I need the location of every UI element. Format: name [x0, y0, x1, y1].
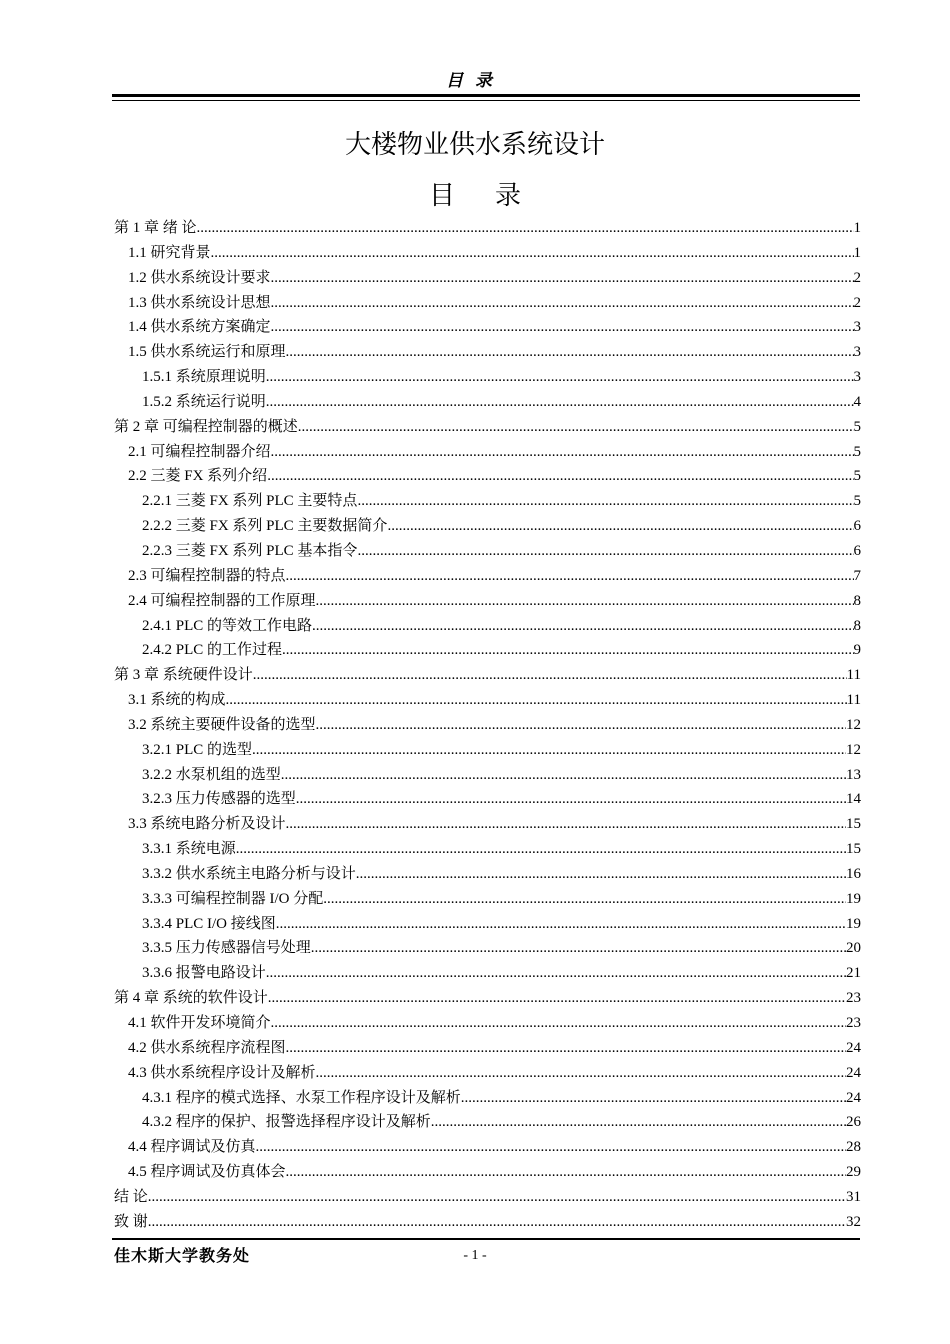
toc-entry-page: 7: [853, 567, 861, 584]
toc-entry[interactable]: [114, 1086, 861, 1111]
toc-dot-leader: [266, 365, 854, 390]
toc-entry-label: 3.3 系统电路分析及设计: [128, 816, 286, 833]
toc-entry-page: 20: [846, 940, 861, 957]
toc-entry[interactable]: [114, 1210, 861, 1235]
toc-entry-label: 3.2.2 水泵机组的选型: [142, 766, 281, 783]
toc-dot-leader: [268, 986, 846, 1011]
toc-entry-page: 14: [846, 791, 861, 808]
toc-entry[interactable]: [114, 365, 861, 390]
toc-entry-label: 3.2.1 PLC 的选型: [142, 741, 253, 758]
toc-dot-leader: [387, 514, 853, 539]
toc-dot-leader: [271, 266, 854, 291]
toc-dot-leader: [316, 713, 846, 738]
toc-dot-leader: [148, 1185, 846, 1210]
toc-entry-label: 2.4.1 PLC 的等效工作电路: [142, 617, 313, 634]
toc-entry-label: 4.4 程序调试及仿真: [128, 1139, 256, 1156]
toc-entry[interactable]: [114, 713, 861, 738]
toc-dot-leader: [148, 1210, 846, 1235]
toc-entry[interactable]: [114, 1110, 861, 1135]
toc-dot-leader: [282, 638, 853, 663]
toc-entry-page: 5: [853, 468, 861, 485]
toc-entry-label: 4.3 供水系统程序设计及解析: [128, 1064, 316, 1081]
toc-entry[interactable]: [114, 663, 861, 688]
toc-dot-leader: [316, 589, 854, 614]
document-title: 大楼物业供水系统设计: [344, 130, 605, 160]
toc-entry-page: 3: [853, 319, 861, 336]
toc-dot-leader: [286, 1036, 846, 1061]
toc-entry[interactable]: [114, 415, 861, 440]
toc-entry[interactable]: [114, 614, 861, 639]
toc-entry-label: 1.5 供水系统运行和原理: [128, 344, 286, 361]
toc-entry-label: 1.2 供水系统设计要求: [128, 269, 271, 286]
toc-entry-label: 第 1 章 绪 论: [114, 220, 197, 236]
toc-dot-leader: [253, 663, 847, 688]
toc-entry-label: 4.3.1 程序的模式选择、水泵工作程序设计及解析: [142, 1089, 461, 1106]
toc-entry-label: 致 谢: [114, 1213, 148, 1230]
toc-entry-page: 6: [853, 542, 861, 559]
toc-entry-label: 1.5.1 系统原理说明: [142, 369, 266, 386]
toc-dot-leader: [211, 241, 854, 266]
toc-entry-label: 3.3.5 压力传感器信号处理: [142, 940, 311, 957]
toc-entry-page: 9: [853, 642, 861, 659]
toc-dot-leader: [356, 862, 846, 887]
toc-dot-leader: [271, 1011, 846, 1036]
toc-entry[interactable]: [114, 1011, 861, 1036]
toc-entry-label: 结 论: [114, 1188, 148, 1205]
toc-entry[interactable]: [114, 315, 861, 340]
toc-entry[interactable]: [114, 291, 861, 316]
toc-dot-leader: [271, 440, 854, 465]
toc-entry[interactable]: [114, 763, 861, 788]
toc-dot-leader: [431, 1110, 846, 1135]
toc-entry-label: 3.3.3 可编程控制器 I/O 分配: [142, 890, 324, 907]
toc-entry-page: 2: [853, 294, 861, 311]
toc-entry-page: 8: [853, 592, 861, 609]
toc-entry[interactable]: [114, 1185, 861, 1210]
toc-entry[interactable]: [114, 440, 861, 465]
toc-dot-leader: [311, 936, 846, 961]
toc-dot-leader: [312, 614, 853, 639]
toc-entry-page: 12: [846, 716, 861, 733]
toc-entry[interactable]: [114, 564, 861, 589]
toc-dot-leader: [276, 912, 846, 937]
toc-heading-char-2: 录: [495, 181, 522, 211]
toc-dot-leader: [286, 340, 854, 365]
toc-entry[interactable]: [114, 638, 861, 663]
toc-entry-label: 2.1 可编程控制器介绍: [128, 443, 271, 460]
toc-entry[interactable]: [114, 1061, 861, 1086]
toc-dot-leader: [323, 887, 846, 912]
toc-entry[interactable]: [114, 216, 861, 241]
toc-entry-page: 24: [846, 1089, 861, 1106]
toc-entry[interactable]: [114, 1036, 861, 1061]
toc-entry[interactable]: [114, 912, 861, 937]
toc-entry-label: 4.5 程序调试及仿真体会: [128, 1164, 286, 1181]
toc-entry-label: 1.4 供水系统方案确定: [128, 319, 271, 336]
toc-entry[interactable]: [114, 266, 861, 291]
toc-dot-leader: [357, 539, 853, 564]
toc-entry-page: 13: [846, 766, 861, 783]
toc-entry-label: 4.3.2 程序的保护、报警选择程序设计及解析: [142, 1114, 431, 1131]
toc-entry-label: 第 4 章 系统的软件设计: [114, 990, 268, 1007]
toc-entry-page: 29: [846, 1164, 861, 1181]
toc-entry-label: 2.3 可编程控制器的特点: [128, 567, 286, 584]
toc-dot-leader: [266, 961, 846, 986]
toc-entry[interactable]: [114, 887, 861, 912]
toc-entry-page: 11: [846, 692, 861, 709]
toc-entry[interactable]: [114, 738, 861, 763]
toc-entry-label: 2.2.3 三菱 FX 系列 PLC 基本指令: [142, 542, 358, 559]
toc-entry[interactable]: [114, 837, 861, 862]
toc-entry[interactable]: [114, 936, 861, 961]
toc-entry-page: 15: [846, 841, 861, 858]
header-rule-thick: [112, 94, 860, 97]
toc-entry-page: 5: [853, 418, 861, 435]
toc-entry[interactable]: [114, 986, 861, 1011]
toc-entry[interactable]: [114, 688, 861, 713]
toc-dot-leader: [236, 837, 846, 862]
toc-entry[interactable]: [114, 539, 861, 564]
toc-entry-page: 8: [853, 617, 861, 634]
toc-entry-page: 3: [853, 369, 861, 386]
toc-entry-page: 24: [846, 1039, 861, 1056]
toc-entry[interactable]: [114, 589, 861, 614]
toc-dot-leader: [357, 489, 853, 514]
toc-entry-page: 12: [846, 741, 861, 758]
toc-entry-page: 23: [846, 990, 861, 1007]
toc-entry-label: 1.3 供水系统设计思想: [128, 294, 271, 311]
toc-entry-page: 1: [853, 220, 861, 236]
toc-dot-leader: [316, 1061, 846, 1086]
toc-entry-label: 3.3.1 系统电源: [142, 841, 236, 858]
toc-dot-leader: [461, 1086, 846, 1111]
toc-dot-leader: [271, 315, 854, 340]
toc-entry-page: 32: [846, 1213, 861, 1230]
toc-entry-page: 3: [853, 344, 861, 361]
toc-entry-page: 21: [846, 965, 861, 982]
toc-entry-label: 2.2.2 三菱 FX 系列 PLC 主要数据简介: [142, 518, 388, 535]
footer-rule: [112, 1238, 860, 1240]
toc-entry-label: 2.4.2 PLC 的工作过程: [142, 642, 283, 659]
toc-heading: [0, 175, 950, 212]
toc-entry[interactable]: [114, 961, 861, 986]
toc-entry-page: 28: [846, 1139, 861, 1156]
toc-entry-page: 4: [853, 393, 861, 410]
toc-entry-label: 第 2 章 可编程控制器的概述: [114, 418, 298, 435]
toc-entry-label: 1.5.2 系统运行说明: [142, 393, 266, 410]
toc-entry[interactable]: [114, 340, 861, 365]
footer-page-number: - 1 -: [463, 1248, 487, 1263]
toc-dot-leader: [286, 1160, 846, 1185]
toc-entry[interactable]: [114, 514, 861, 539]
toc-dot-leader: [252, 738, 846, 763]
toc-dot-leader: [267, 464, 853, 489]
toc-entry-page: 19: [846, 890, 861, 907]
toc-entry-page: 11: [846, 667, 861, 684]
toc-heading-char-1: 目: [428, 181, 455, 211]
toc-entry-label: 2.4 可编程控制器的工作原理: [128, 592, 316, 609]
toc-dot-leader: [296, 787, 846, 812]
toc-dot-leader: [266, 390, 854, 415]
toc-entry-label: 3.3.6 报警电路设计: [142, 965, 266, 982]
toc-entry-label: 3.2 系统主要硬件设备的选型: [128, 716, 316, 733]
toc-dot-leader: [197, 216, 854, 241]
toc-entry-label: 3.3.4 PLC I/O 接线图: [142, 915, 276, 932]
toc-entry[interactable]: [114, 1160, 861, 1185]
toc-entry-page: 23: [846, 1015, 861, 1031]
running-header: 目录: [446, 71, 504, 90]
toc-dot-leader: [286, 564, 854, 589]
toc-entry-label: 第 3 章 系统硬件设计: [114, 667, 253, 684]
toc-dot-leader: [281, 763, 846, 788]
table-of-contents: [114, 216, 861, 1235]
toc-entry-label: 1.1 研究背景: [128, 244, 211, 261]
toc-entry[interactable]: [114, 241, 861, 266]
toc-entry-label: 4.2 供水系统程序流程图: [128, 1039, 286, 1056]
toc-entry-label: 4.1 软件开发环境简介: [128, 1015, 271, 1031]
toc-entry[interactable]: [114, 390, 861, 415]
header-rule-thin: [112, 100, 860, 101]
footer-organization: 佳木斯大学教务处: [114, 1246, 251, 1265]
toc-entry-label: 3.2.3 压力传感器的选型: [142, 791, 296, 808]
toc-entry-page: 6: [853, 518, 861, 535]
toc-entry[interactable]: [114, 862, 861, 887]
toc-entry-label: 3.3.2 供水系统主电路分析与设计: [142, 865, 356, 882]
toc-entry-page: 24: [846, 1064, 861, 1081]
toc-entry-page: 31: [846, 1188, 861, 1205]
toc-entry-label: 3.1 系统的构成: [128, 692, 226, 709]
toc-entry-page: 15: [846, 816, 861, 833]
toc-dot-leader: [271, 291, 854, 316]
toc-entry[interactable]: [114, 1135, 861, 1160]
toc-entry[interactable]: [114, 812, 861, 837]
toc-dot-leader: [286, 812, 846, 837]
toc-entry-page: 5: [853, 493, 861, 510]
toc-entry-page: 16: [846, 865, 861, 882]
toc-dot-leader: [256, 1135, 846, 1160]
toc-entry-label: 2.2.1 三菱 FX 系列 PLC 主要特点: [142, 493, 358, 510]
toc-entry[interactable]: [114, 489, 861, 514]
toc-entry-page: 26: [846, 1114, 861, 1131]
toc-entry-label: 2.2 三菱 FX 系列介绍: [128, 468, 268, 485]
toc-entry[interactable]: [114, 464, 861, 489]
toc-entry-page: 1: [853, 244, 861, 261]
toc-dot-leader: [298, 415, 854, 440]
toc-entry-page: 19: [846, 915, 861, 932]
toc-entry-page: 5: [853, 443, 861, 460]
toc-entry-page: 2: [853, 269, 861, 286]
toc-entry[interactable]: [114, 787, 861, 812]
toc-dot-leader: [226, 688, 847, 713]
